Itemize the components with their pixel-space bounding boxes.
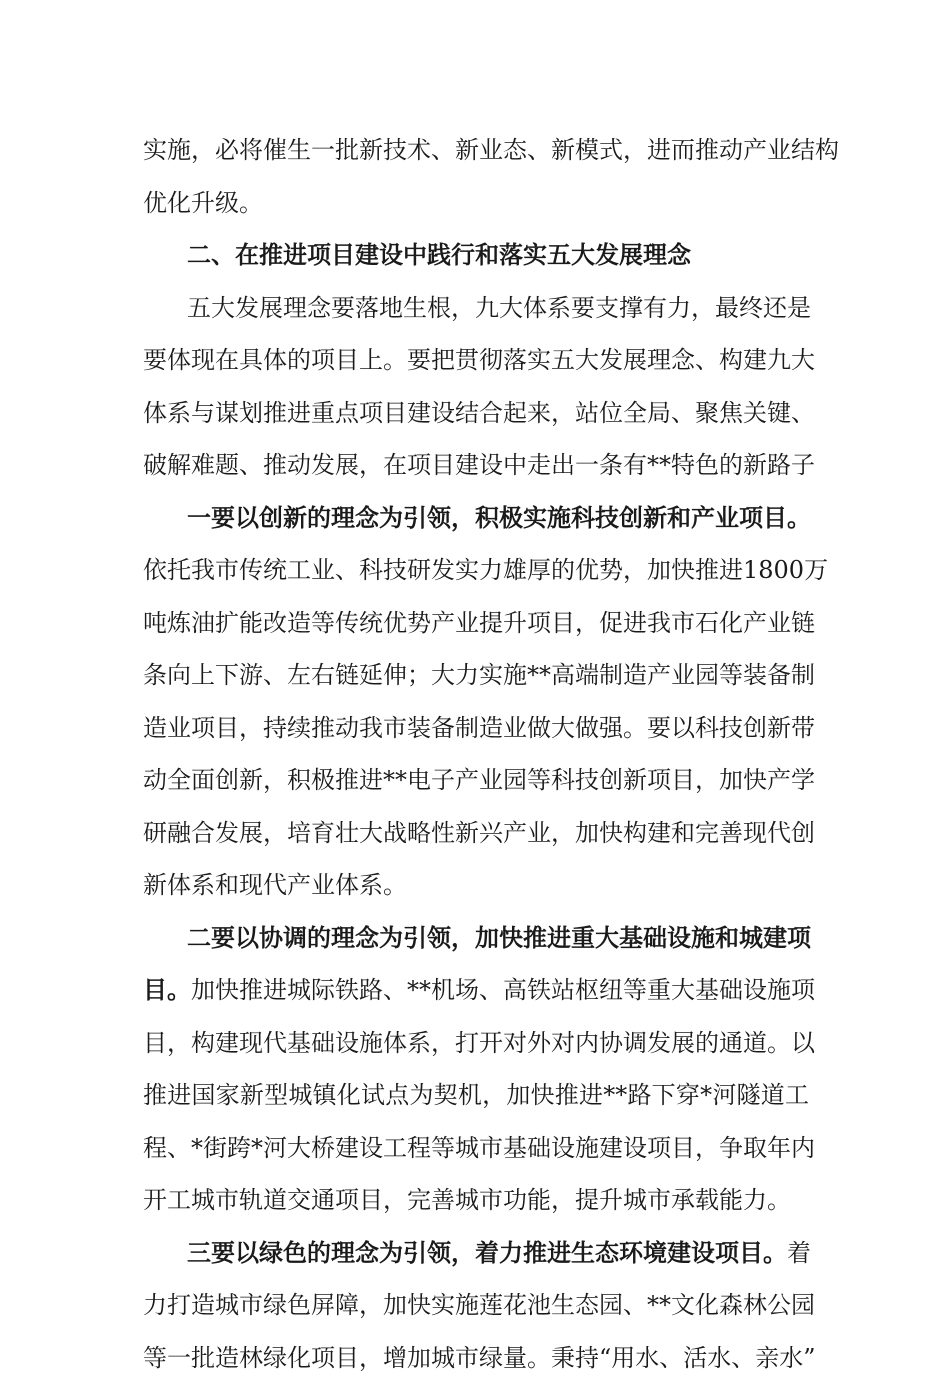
text-line: [143, 964, 809, 1017]
text-line: [143, 1122, 809, 1175]
text-line: [143, 912, 809, 965]
body-text: 等一批造林绿化项目，增加城市绿量。秉持“用水、活水、亲水”: [143, 1344, 816, 1372]
text-line: [143, 597, 809, 650]
bold-text: 一要以创新的理念为引领，积极实施科技创新和产业项目。: [187, 503, 811, 532]
text-line: [143, 807, 809, 860]
body-text: 动全面创新，积极推进**电子产业园等科技创新项目，加快产学: [143, 766, 815, 794]
body-text: 程、*街跨*河大桥建设工程等城市基础设施建设项目，争取年内: [143, 1134, 815, 1162]
body-text: 造业项目，持续推动我市装备制造业做大做强。要以科技创新带: [143, 714, 815, 742]
bold-text: 三要以绿色的理念为引领，着力推进生态环境建设项目。: [187, 1238, 787, 1267]
text-line: [143, 544, 809, 597]
text-line: [143, 177, 809, 230]
text-line: [143, 1332, 809, 1384]
body-text: 开工城市轨道交通项目，完善城市功能，提升城市承载能力。: [143, 1186, 791, 1214]
text-line: [143, 1017, 809, 1070]
body-text: 条向上下游、左右链延伸；大力实施**高端制造产业园等装备制: [143, 661, 815, 689]
text-line: [143, 702, 809, 755]
body-text: 力打造城市绿色屏障，加快实施莲花池生态园、**文化森林公园: [143, 1291, 815, 1319]
bold-text: 目。: [143, 975, 191, 1004]
document-page: [143, 124, 809, 1384]
text-line: [143, 1227, 809, 1280]
body-text: 加快推进城际铁路、**机场、高铁站枢纽等重大基础设施项: [191, 976, 815, 1004]
text-line: [143, 754, 809, 807]
text-line: [143, 229, 809, 282]
text-line: [143, 282, 809, 335]
body-text: 推进国家新型城镇化试点为契机，加快推进**路下穿*河隧道工: [143, 1081, 809, 1109]
text-line: [143, 387, 809, 440]
body-text: 着: [787, 1239, 811, 1267]
text-line: [143, 859, 809, 912]
text-line: [143, 124, 809, 177]
body-text: 依托我市传统工业、科技研发实力雄厚的优势，加快推进1800万: [143, 556, 828, 584]
text-line: [143, 1174, 809, 1227]
bold-text: 二、在推进项目建设中践行和落实五大发展理念: [187, 240, 691, 269]
body-text: 实施，必将催生一批新技术、新业态、新模式，进而推动产业结构: [143, 136, 839, 164]
body-text: 目，构建现代基础设施体系，打开对外对内协调发展的通道。以: [143, 1029, 815, 1057]
text-line: [143, 649, 809, 702]
body-text: 新体系和现代产业体系。: [143, 871, 407, 899]
text-line: [143, 1279, 809, 1332]
body-text: 体系与谋划推进重点项目建设结合起来，站位全局、聚焦关键、: [143, 399, 815, 427]
text-line: [143, 1069, 809, 1122]
body-text: 五大发展理念要落地生根，九大体系要支撑有力，最终还是: [187, 294, 811, 322]
text-line: [143, 334, 809, 387]
bold-text: 二要以协调的理念为引领，加快推进重大基础设施和城建项: [187, 923, 811, 952]
body-text: 要体现在具体的项目上。要把贯彻落实五大发展理念、构建九大: [143, 346, 815, 374]
text-line: [143, 492, 809, 545]
body-text: 吨炼油扩能改造等传统优势产业提升项目，促进我市石化产业链: [143, 609, 815, 637]
body-text: 优化升级。: [143, 189, 263, 217]
body-text: 研融合发展，培育壮大战略性新兴产业，加快构建和完善现代创: [143, 819, 815, 847]
body-text: 破解难题、推动发展，在项目建设中走出一条有**特色的新路子: [143, 451, 815, 479]
text-line: [143, 439, 809, 492]
